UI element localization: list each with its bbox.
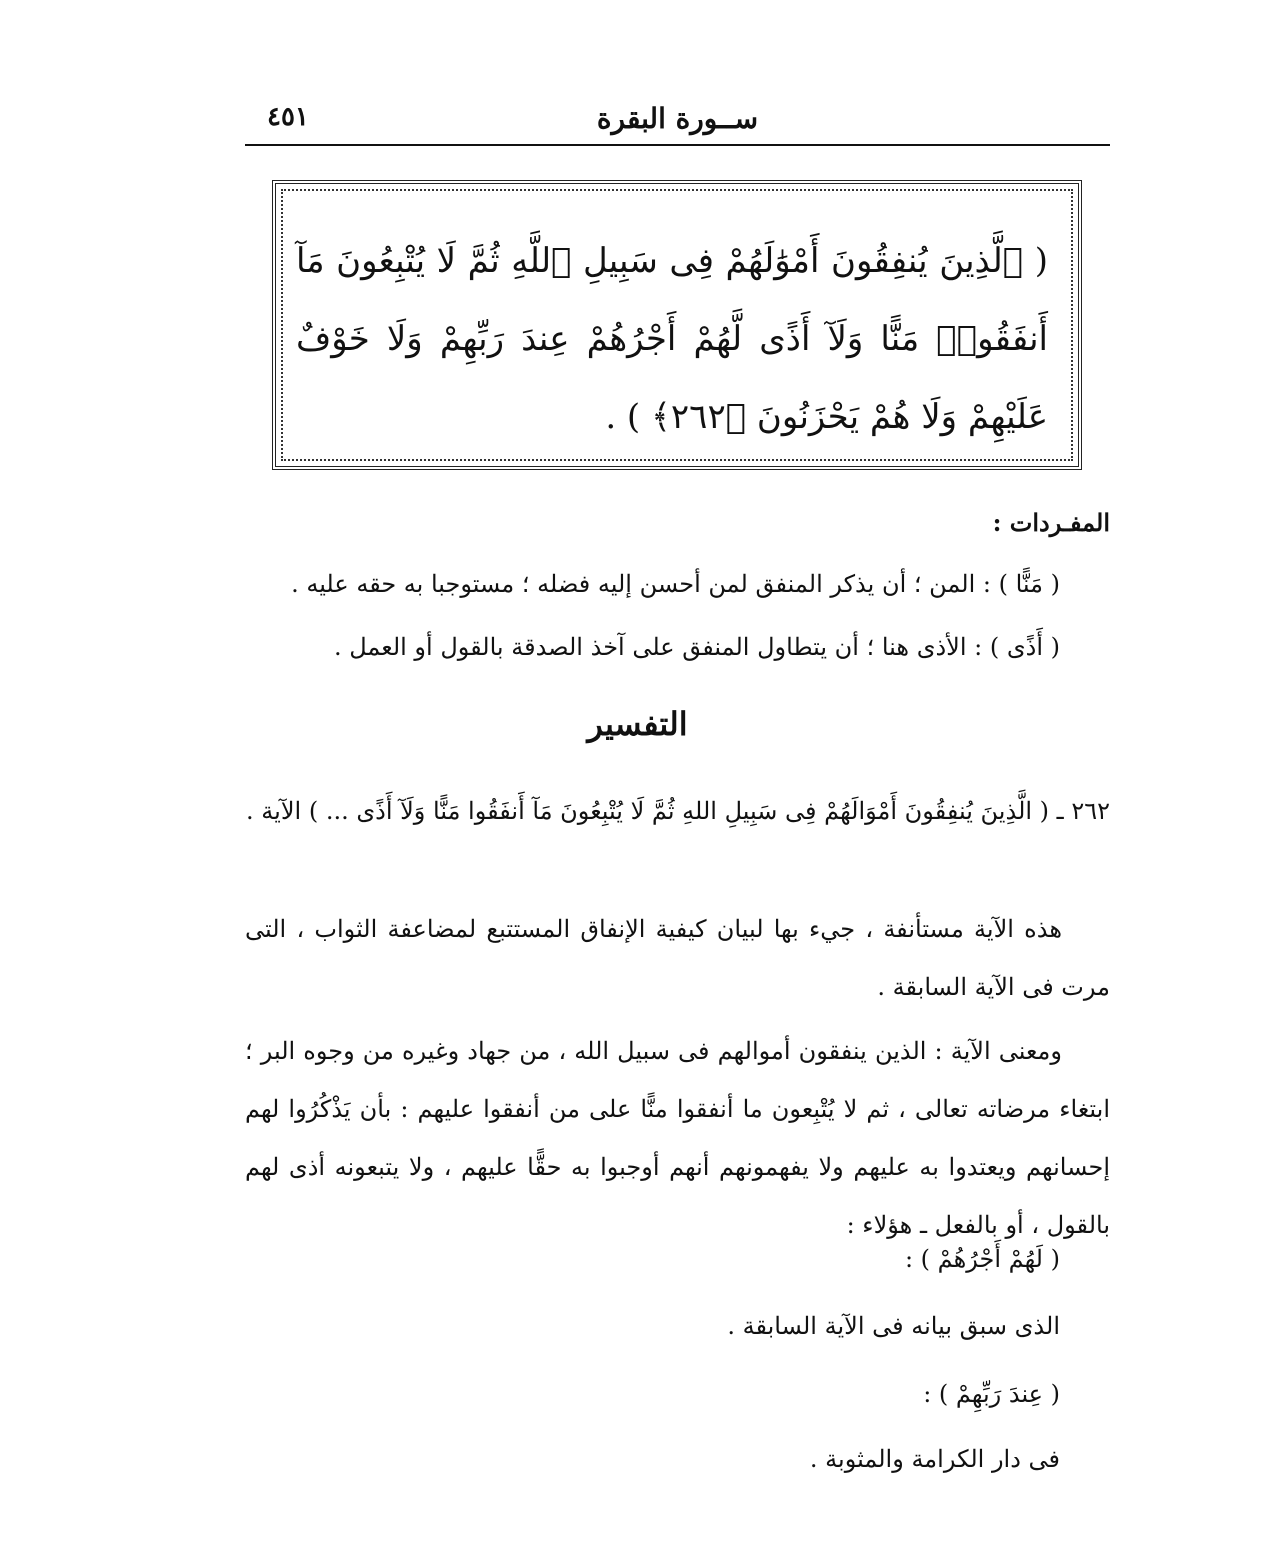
tafsir-meaning-paragraph: ومعنى الآية : الذين ينفقون أموالهم فى سبيل الله ، من جهاد وغيره من وجوه البر ؛ ابتغاء مرضاته تعالى ، ثم لا يُتْبِعون ما أنفقوا منًّا على من أنفقوا عليهم : بأن يَذْكُرُوا لهم إحسانهم ويعتدوا به عليهم ولا يفهمونهم أنهم أوجبوا به حقًّا عليهم ، ولا يتبعونه أذى لهم بالقول ، أو بالفعل ـ هؤلاء :	[245, 1037, 1110, 1239]
vocabulary-heading: المفـردات :	[992, 508, 1110, 537]
vocabulary-item: ( أَذًى ) : الأذى هنا ؛ أن يتطاول المنفق على آخذ الصدقة بالقول أو العمل .	[333, 633, 1060, 661]
page-number: ٤٥١	[267, 102, 309, 132]
tafsir-quote: ( لَهُمْ أَجْرُهُمْ ) :	[904, 1245, 1060, 1273]
tafsir-explanation: فى دار الكرامة والمثوبة .	[809, 1445, 1060, 1473]
surah-title: ســورة البقرة	[596, 102, 759, 135]
vocabulary-item: ( مَنًّا ) : المن ؛ أن يذكر المنفق لمن أحسن إليه فضله ؛ مستوجبا به حقه عليه .	[291, 570, 1060, 598]
tafsir-heading: التفسير	[587, 705, 688, 743]
verse-frame	[272, 180, 1082, 470]
tafsir-explanation: الذى سبق بيانه فى الآية السابقة .	[727, 1312, 1060, 1340]
verse-text: ( ٱلَّذِينَ يُنفِقُونَ أَمْوَٰلَهُمْ فِى سَبِيلِ ٱللَّهِ ثُمَّ لَا يُتْبِعُونَ مَآ أَنفَقُوا۟ مَنًّا وَلَآ أَذًى لَّهُمْ أَجْرُهُمْ عِندَ رَبِّهِمْ وَلَا خَوْفٌ عَلَيْهِمْ وَلَا هُمْ يَحْزَنُونَ ﴿٢٦٢﴾ ) .	[296, 241, 1048, 437]
tafsir-verse-reference: ٢٦٢ ـ ( الَّذِينَ يُنفِقُونَ أَمْوَالَهُمْ فِى سَبِيلِ اللهِ ثُمَّ لَا يُتْبِعُونَ مَآ أَنفَقُوا مَنًّا وَلَآ أَذًى ... ) الآية .	[246, 797, 1110, 825]
tafsir-intro-paragraph: هذه الآية مستأنفة ، جيء بها لبيان كيفية الإنفاق المستتبع لمضاعفة الثواب ، التى مرت فى الآية السابقة .	[245, 915, 1110, 1001]
page-header	[245, 100, 1110, 146]
tafsir-quote: ( عِندَ رَبِّهِمْ ) :	[923, 1380, 1060, 1408]
